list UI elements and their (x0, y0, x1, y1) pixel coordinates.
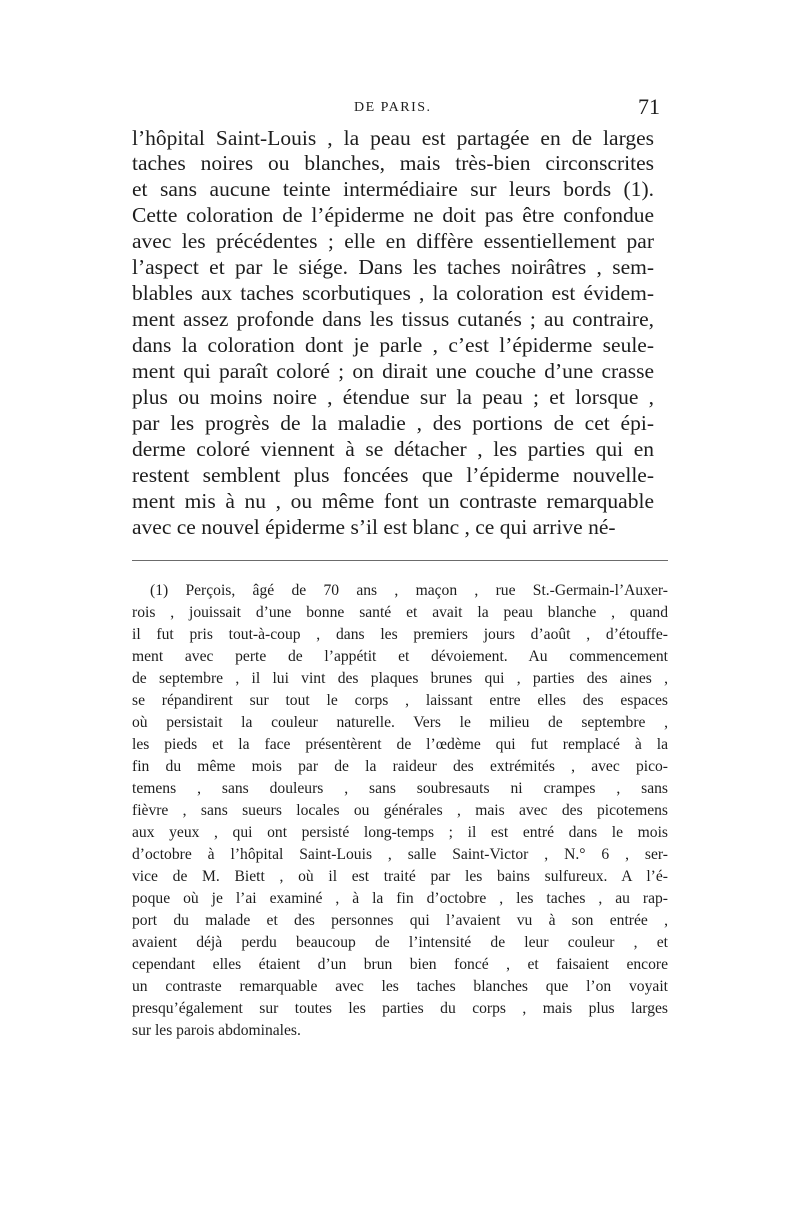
footnote-line: port du malade et des personnes qui l’avaient vu à son entrée , (132, 912, 668, 929)
footnote-line: temens , sans douleurs , sans soubresauts ni crampes , sans (132, 780, 668, 797)
body-line: par les progrès de la maladie , des portions de cet épi- (132, 411, 654, 435)
body-line: restent semblent plus foncées que l’épiderme nouvelle- (132, 463, 654, 487)
page-number: 71 (638, 94, 660, 119)
footnote-line: ment avec perte de l’appétit et dévoiement. Au commencement (132, 648, 668, 665)
body-line: blables aux taches scorbutiques , la coloration est évidem- (132, 281, 654, 305)
body-line: ment mis à nu , ou même font un contraste remarquable (132, 489, 654, 513)
footnote-line: un contraste remarquable avec les taches blanches que l’on voyait (132, 978, 668, 995)
running-head (132, 94, 660, 124)
body-line: ment qui paraît coloré ; on dirait une couche d’une crasse (132, 359, 654, 383)
footnote-line: d’octobre à l’hôpital Saint-Louis , salle Saint-Victor , N.° 6 , ser- (132, 846, 668, 863)
footnote-line: vice de M. Biett , où il est traité par les bains sulfureux. A l’é- (132, 868, 668, 885)
body-line: Cette coloration de l’épiderme ne doit pas être confondue (132, 203, 654, 227)
footnote-line: se répandirent sur tout le corps , laissant entre elles des espaces (132, 692, 668, 709)
body-line: avec ce nouvel épiderme s’il est blanc , ce qui arrive né- (132, 515, 616, 539)
footnote-line: rois , jouissait d’une bonne santé et avait la peau blanche , quand (132, 604, 668, 621)
footnote-line: les pieds et la face présentèrent de l’œdème qui fut remplacé à la (132, 736, 668, 753)
body-line: l’aspect et par le siége. Dans les taches noirâtres , sem- (132, 255, 654, 279)
footnote-line: fin du même mois par de la raideur des extrémités , avec pico- (132, 758, 668, 775)
body-line: ment assez profonde dans les tissus cutanés ; au contraire, (132, 307, 654, 331)
footnote-line: sur les parois abdominales. (132, 1022, 301, 1039)
body-line: l’hôpital Saint-Louis , la peau est partagée en de larges (132, 126, 654, 150)
footnote-line: de septembre , il lui vint des plaques brunes qui , parties des aines , (132, 670, 668, 687)
footnote-line: (1) Perçois, âgé de 70 ans , maçon , rue St.-Germain-l’Auxer- (150, 582, 668, 599)
footnote-line: poque où je l’ai examiné , à la fin d’octobre , les taches , au rap- (132, 890, 668, 907)
footnote-separator (132, 560, 668, 561)
running-head-title: DE PARIS. (354, 100, 432, 115)
footnote-line: où persistait la couleur naturelle. Vers le milieu de septembre , (132, 714, 668, 731)
footnote-line: avaient déjà perdu beaucoup de l’intensité de leur couleur , et (132, 934, 668, 951)
footnote-line: fièvre , sans sueurs locales ou générales , mais avec des picotemens (132, 802, 668, 819)
body-line: dans la coloration dont je parle , c’est l’épiderme seule- (132, 333, 654, 357)
footnote-line: presqu’également sur toutes les parties du corps , mais plus larges (132, 1000, 668, 1017)
footnote-line: il fut pris tout-à-coup , dans les premiers jours d’août , d’étouffe- (132, 626, 668, 643)
footnote-line: aux yeux , qui ont persisté long-temps ; il est entré dans le mois (132, 824, 668, 841)
body-line: plus ou moins noire , étendue sur la peau ; et lorsque , (132, 385, 654, 409)
body-line: taches noires ou blanches, mais très-bien circonscrites (132, 151, 654, 175)
body-line: avec les précédentes ; elle en diffère essentiellement par (132, 229, 654, 253)
body-line: et sans aucune teinte intermédiaire sur leurs bords (1). (132, 177, 654, 201)
body-line: derme coloré viennent à se détacher , les parties qui en (132, 437, 654, 461)
footnote-line: cependant elles étaient d’un brun bien foncé , et faisaient encore (132, 956, 668, 973)
